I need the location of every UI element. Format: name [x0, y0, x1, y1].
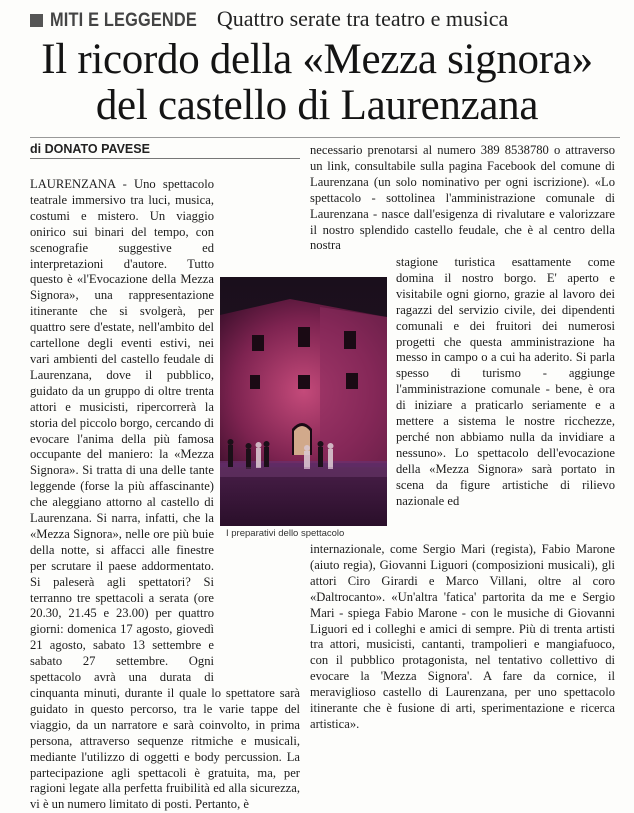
- section-label: MITI E LEGGENDE: [50, 10, 197, 31]
- headline-line-1: Il ricordo della «Mezza signora»: [41, 36, 593, 83]
- castle-photo-image: [220, 277, 387, 526]
- article-lead-paragraph: LAURENZANA - Uno spettacolo teatrale immersivo tra luci, musica, costumi e mistero. Un viaggio onirico sui binari del tempo, con scenografie suggestive ed interpretazioni d'autore. Tutto questo è «l'Evocazione della Mezza Signora», una rappresentazione itinerante che si svolgerà, per quattro sere d'estate, nell'ambito del cartellone degli eventi estivi, nei vari ambienti del castello feudale di Laurenzana, dove il pubblico, guidato da un gruppo di oltre trenta attori e musicisti, ripercorrerà la storia del piccolo borgo, cercando di evocare l'anima della più famosa occupante del maniero: la «Mezza Signora». Si tratta di una delle tante leggende (forse la più affascinante) che aleggiano attorno al castello di Laurenzana. Si narra, infatti, che la «Mezza Signora», nelle ore più buie della notte, si affacci alle finestre per scrutare il paese addormentato. Si paleserà agli spettatori? Si terranno tre spettacoli a serata (ore 20.30, 21.45 e 23.00) per quattro giorni: domenica 17 agosto, giovedì 21 agosto, sabato 13 settembre e sabato 27 settembre. Ogni spettacolo avrà una durata di cinquanta minuti, durante il quale lo spettatore sarà guidato in questo percorso, tra le varie tappe del viaggio, da un narratore e sarà coinvolto, in prima persona, attraverso sequenze ritmiche e musicali, mediante l'utilizzo di oggetti e body percussion. La partecipazione agli spettacoli è gratuita, ma, per ragioni legate alla perfetta fruibilità ed alla sicurezza, vi è un numero limitato di posti. Pertanto, è: [30, 177, 300, 812]
- photo-caption: I preparativi dello spettacolo: [226, 528, 345, 539]
- article-column-2-bottom: [310, 542, 615, 733]
- article-paragraph: stagione turistica esattamente come domina il nostro borgo. E' aperto e visitabile ogni giorno, grazie al lavoro dei ragazzi del servizio civile, dei dipendenti comunali e dei fruitori dei numerosi progetti che questa amministrazione ha messo in campo o a cui ha aderito. Si parla spesso di turismo - aggiunge l'amministrazione comunale - bene, è ora di iniziare a praticarlo seriamente e a mettere a sistema le nostre ricchezze, perché non abbiamo nulla da invidiare a nessuno». Lo spettacolo dell'evocazione della «Mezza Signora» sarà portato in scena da figure artistiche di rilievo nazionale ed: [396, 255, 615, 508]
- kicker-subtitle: Quattro serate tra teatro e musica: [216, 6, 509, 31]
- article-paragraph: necessario prenotarsi al numero 389 8538780 o attraverso un link, consultabile sulla pagina Facebook del comune di Laurenzana (un solo nominativo per ogni iscrizione). «Lo spettacolo - sottolinea l'amministrazione comunale di Laurenzana - nasce dall'esigenza di rivalutare e valorizzare il nostro splendido castello feudale, che è al centro della nostra: [310, 143, 615, 253]
- article-paragraph: internazionale, come Sergio Mari (regista), Fabio Marone (aiuto regia), Giovanni Liguori (composizioni musicali), gli attori Ciro Girardi e Marco Villani, oltre al coro «Daltrocanto». «Un'altra 'fatica' partorita da me e Sergio Mari - spiega Fabio Marone - con le musiche di Giovanni Liguori ed i colleghi e amici di sempre. Più di trenta artisti tra attori, musicisti, cantanti, trampolieri e mangiafuoco, con il pubblico protagonista, nel tentativo collettivo di evocare la 'Mezza Signora'. A fare da cornice, il meraviglioso castello di Laurenzana, per uno spettacolo itinerante che è fusione di arti, sperimentazione e ricerca artistica».: [310, 542, 615, 731]
- headline-line-2: del castello di Laurenzana: [95, 82, 539, 129]
- section-kicker: [30, 6, 630, 34]
- article-column-2-top: [310, 143, 615, 254]
- top-rule: [30, 137, 620, 138]
- article-column-2-right: [396, 255, 615, 510]
- castle-photo: [220, 277, 387, 526]
- section-square-icon: [30, 14, 43, 27]
- byline: di DONATO PAVESE: [30, 142, 300, 159]
- headline: [0, 37, 634, 129]
